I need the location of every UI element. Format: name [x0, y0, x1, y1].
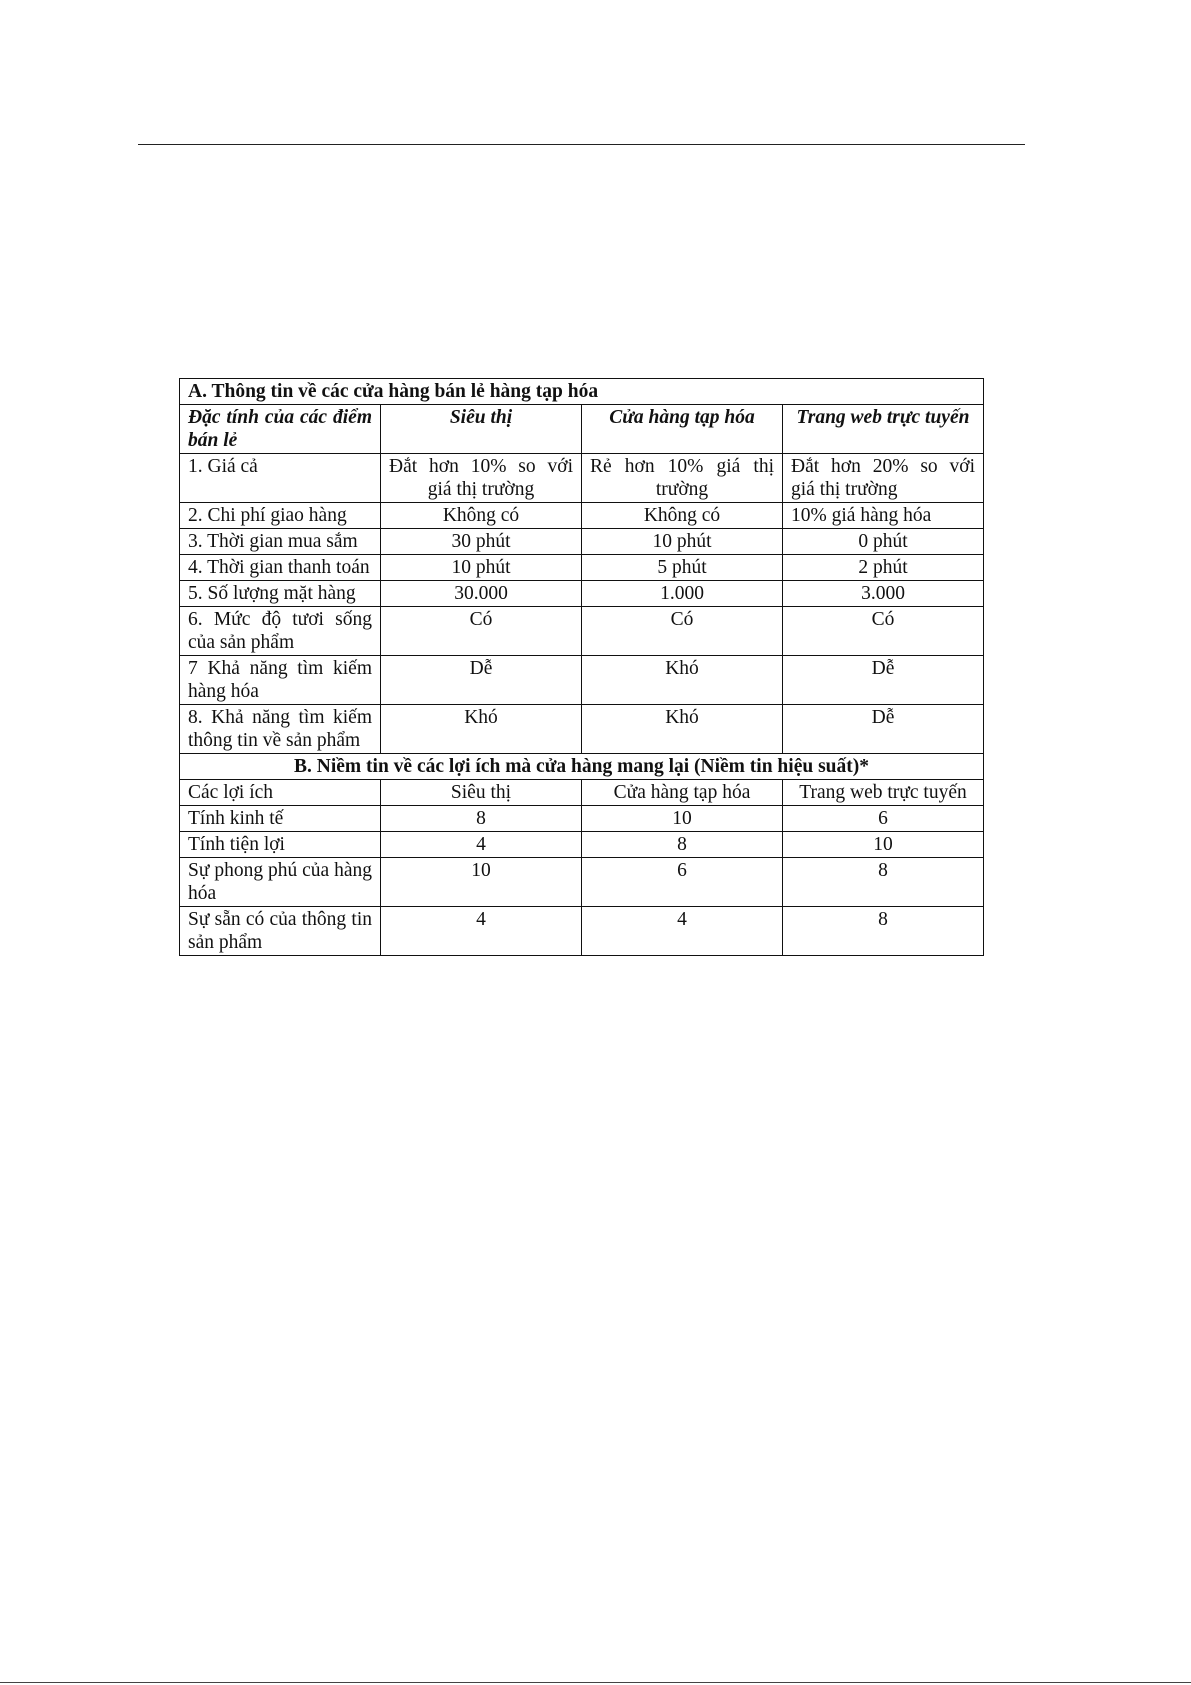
table-cell: 3.000 [783, 581, 984, 607]
section-a-header-row [180, 405, 984, 454]
table-cell: 30 phút [381, 529, 582, 555]
row-label: 5. Số lượng mặt hàng [180, 581, 381, 607]
section-b-header-row [180, 780, 984, 806]
table-cell: 30.000 [381, 581, 582, 607]
table-cell: 10 phút [381, 555, 582, 581]
header-cell: Trang web trực tuyến [783, 405, 984, 454]
table-cell: 4 [381, 832, 582, 858]
row-label: 3. Thời gian mua sắm [180, 529, 381, 555]
table-cell: 8 [381, 806, 582, 832]
header-cell: Đặc tính của các điểm bán lẻ [180, 405, 381, 454]
row-label: 8. Khả năng tìm kiếm thông tin về sản phẩm [180, 705, 381, 754]
table-row [180, 581, 984, 607]
table-cell: Có [582, 607, 783, 656]
row-label: 2. Chi phí giao hàng [180, 503, 381, 529]
table-row [180, 705, 984, 754]
footer-rule [0, 1682, 1191, 1683]
row-label: Sự phong phú của hàng hóa [180, 858, 381, 907]
table-cell: 10 [582, 806, 783, 832]
header-cell: Cửa hàng tạp hóa [582, 780, 783, 806]
header-cell: Siêu thị [381, 405, 582, 454]
table-cell: Dễ [783, 656, 984, 705]
table-cell: Không có [381, 503, 582, 529]
table-cell: 5 phút [582, 555, 783, 581]
header-cell: Siêu thị [381, 780, 582, 806]
table-cell: 6 [582, 858, 783, 907]
row-label: Tính tiện lợi [180, 832, 381, 858]
table-cell: 8 [783, 858, 984, 907]
table-cell: 1.000 [582, 581, 783, 607]
table-row [180, 907, 984, 956]
section-b-title-row [180, 754, 984, 780]
table-cell: 10 phút [582, 529, 783, 555]
row-label: Tính kinh tế [180, 806, 381, 832]
table-cell: Khó [582, 656, 783, 705]
table-row [180, 503, 984, 529]
table-cell: Rẻ hơn 10% giá thị trường [582, 454, 783, 503]
table-cell: 10 [783, 832, 984, 858]
table-row [180, 858, 984, 907]
header-cell: Cửa hàng tạp hóa [582, 405, 783, 454]
table-cell: 0 phút [783, 529, 984, 555]
section-a-title-row [180, 379, 984, 405]
table-cell: 10% giá hàng hóa [783, 503, 984, 529]
table-cell: Không có [582, 503, 783, 529]
table-cell: 4 [381, 907, 582, 956]
table-cell: Khó [381, 705, 582, 754]
section-b-title: B. Niềm tin về các lợi ích mà cửa hàng mang lại (Niềm tin hiệu suất)* [180, 754, 984, 780]
header-cell: Các lợi ích [180, 780, 381, 806]
table-cell: Khó [582, 705, 783, 754]
table-row [180, 555, 984, 581]
table-cell: 8 [582, 832, 783, 858]
table-cell: 6 [783, 806, 984, 832]
table-cell: 8 [783, 907, 984, 956]
header-cell: Trang web trực tuyến [783, 780, 984, 806]
section-a-title: A. Thông tin về các cửa hàng bán lẻ hàng tạp hóa [180, 379, 984, 405]
row-label: 1. Giá cả [180, 454, 381, 503]
table-cell: 10 [381, 858, 582, 907]
header-rule [138, 144, 1025, 145]
table-row [180, 529, 984, 555]
table-cell: Có [381, 607, 582, 656]
retail-comparison-table [179, 378, 984, 956]
table-row [180, 832, 984, 858]
table-row [180, 607, 984, 656]
table-row [180, 806, 984, 832]
table-cell: 4 [582, 907, 783, 956]
row-label: Sự sẵn có của thông tin sản phẩm [180, 907, 381, 956]
table-cell: Đắt hơn 10% so với giá thị trường [381, 454, 582, 503]
table-cell: 2 phút [783, 555, 984, 581]
table-cell: Dễ [381, 656, 582, 705]
table-cell: Đắt hơn 20% so với giá thị trường [783, 454, 984, 503]
table-row [180, 656, 984, 705]
row-label: 7 Khả năng tìm kiếm hàng hóa [180, 656, 381, 705]
table-row [180, 454, 984, 503]
row-label: 6. Mức độ tươi sống của sản phẩm [180, 607, 381, 656]
table-cell: Có [783, 607, 984, 656]
table-cell: Dễ [783, 705, 984, 754]
row-label: 4. Thời gian thanh toán [180, 555, 381, 581]
